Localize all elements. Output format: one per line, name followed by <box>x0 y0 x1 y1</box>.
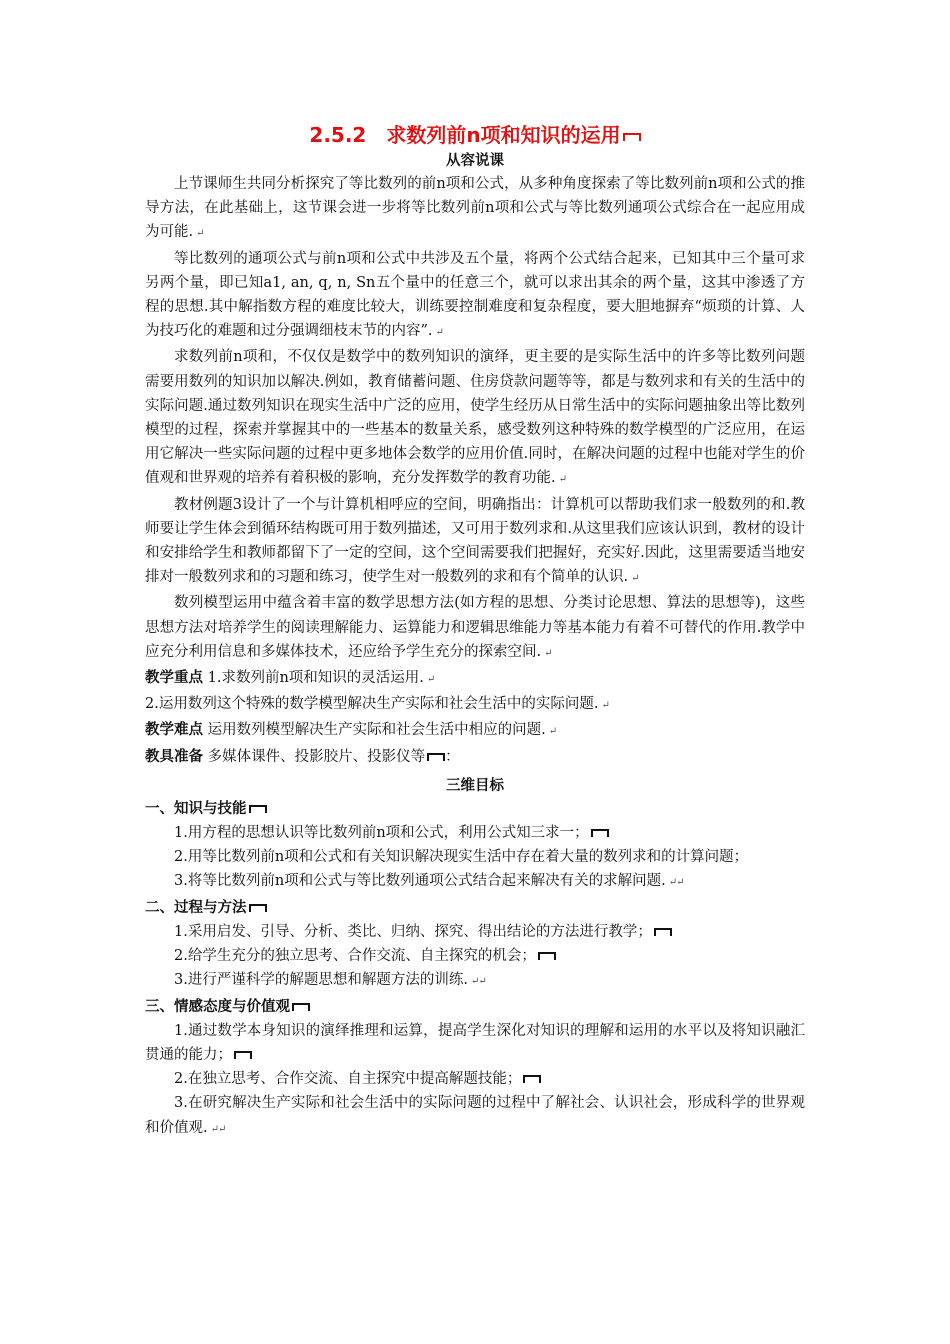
teaching-difficulty <box>145 718 805 744</box>
intro-paragraph-2 <box>145 247 805 346</box>
goal-heading-process-text: 二、过程与方法 <box>145 899 247 916</box>
paragraph-mark-icon <box>523 1075 541 1083</box>
teaching-tools-label: 教具准备 <box>145 748 203 765</box>
teaching-tools-end: ： <box>445 748 460 765</box>
intro-paragraph-3-text: 求数列前n项和，不仅仅是数学中的数列知识的演绎，更主要的是实际生活中的许多等比数列问题需要用数列的知识加以解决.例如，教育储蓄问题、住房贷款问题等等，都是与数列求和有关的生活中的实际问题.通过数列知识在现实生活中广泛的应用，使学生经历从日常生活中的实际问题抽象出等比数列模型的过程，探索并掌握其中的一些基本的数量关系，感受数列这种特殊的数学模型的广泛应用，在运用它解决一些实际问题的过程中更多地体会数学的应用价值.同时，在解决问题的过程中也能对学生的价值观和世界观的培养有着积极的影响，充分发挥数学的教育功能. <box>145 349 805 487</box>
teaching-tools-text: 多媒体课件、投影胶片、投影仪等 <box>207 748 426 765</box>
section-heading-intro: 从容说课 <box>446 153 504 169</box>
paragraph-mark-icon <box>654 928 672 936</box>
intro-paragraph-1 <box>145 172 805 247</box>
return-mark-icon: ↵↵ <box>668 877 684 889</box>
teaching-difficulty-label: 教学难点 <box>145 722 203 739</box>
page-title <box>145 120 805 150</box>
teaching-focus-item-1: 1.求数列前n项和知识的灵活运用. <box>207 670 424 687</box>
teaching-difficulty-text: 运用数列模型解决生产实际和社会生活中相应的问题. <box>207 722 546 739</box>
paragraph-mark-icon <box>591 829 609 837</box>
intro-paragraph-1-text: 上节课师生共同分析探究了等比数列的前n项和公式，从多种角度探索了等比数列前n项和公式的推导方法，在此基础上，这节课会进一步将等比数列前n项和公式与等比数列通项公式综合在一起应用成为可能. <box>145 176 805 241</box>
goal-item-text: 2.用等比数列前n项和公式和有关知识解决现实生活中存在着大量的数列求和的计算问题； <box>174 849 749 866</box>
title-text: 2.5.2 求数列前n项和知识的运用 <box>309 123 621 147</box>
return-mark-icon: ↵↵ <box>470 976 486 988</box>
goal-heading-knowledge-text: 一、知识与技能 <box>145 800 247 817</box>
intro-paragraph-4-text: 教材例题3设计了一个与计算机相呼应的空间，明确指出：计算机可以帮助我们求一般数列的和.教师要让学生体会到循环结构既可用于数列描述，又可用于数列求和.从这里我们应该认识到，教材的设计和安排给学生和教师都留下了一定的空间，这个空间需要我们把握好，充实好.因此，这里需要适当地安排对一般数列求和的习题和练习，使学生对一般数列的求和有个简单的认识. <box>145 496 805 586</box>
return-mark-icon: ↵ <box>544 647 552 659</box>
paragraph-mark-icon <box>249 805 267 813</box>
goal-item <box>145 1019 805 1067</box>
paragraph-mark-icon <box>538 952 556 960</box>
return-mark-icon: ↵ <box>558 474 566 486</box>
return-mark-icon: ↵ <box>196 228 204 240</box>
teaching-focus-item-2: 2.运用数列这个特殊的数学模型解决生产实际和社会生活中的实际问题. <box>145 696 599 713</box>
goal-heading-attitude-text: 三、情感态度与价值观 <box>145 998 290 1015</box>
intro-paragraph-3 <box>145 345 805 492</box>
return-mark-icon: ↵ <box>601 700 609 712</box>
goal-item-text: 1.通过数学本身知识的演绎推理和运算，提高学生深化对知识的理解和运用的水平以及将知识融汇贯通的能力； <box>145 1022 805 1063</box>
paragraph-mark-icon <box>292 1003 310 1011</box>
goal-item <box>145 968 805 994</box>
goal-item-text: 1.采用启发、引导、分析、类比、归纳、探究、得出结论的方法进行教学； <box>174 923 652 940</box>
teaching-focus <box>145 666 805 692</box>
paragraph-mark-icon <box>234 1051 252 1059</box>
goal-item <box>145 1067 805 1091</box>
goal-heading-process <box>145 896 805 920</box>
teaching-focus-2 <box>145 692 805 718</box>
return-mark-icon: ↵ <box>631 573 639 585</box>
goal-item-text: 3.将等比数列前n项和公式与等比数列通项公式结合起来解决有关的求解问题. <box>174 873 666 890</box>
document-page <box>145 120 805 1142</box>
intro-paragraph-5 <box>145 591 805 666</box>
paragraph-mark-icon <box>249 904 267 912</box>
goal-item-text: 2.给学生充分的独立思考、合作交流、自主探究的机会； <box>174 948 536 965</box>
return-mark-icon: ↵ <box>435 327 443 339</box>
return-mark-icon: ↵ <box>548 726 557 738</box>
paragraph-mark-icon <box>623 133 641 141</box>
section-heading-goals: 三维目标 <box>446 777 504 794</box>
goal-item <box>145 1091 805 1141</box>
goal-item <box>145 944 805 968</box>
return-mark-icon: ↵↵ <box>210 1123 226 1135</box>
intro-paragraph-5-text: 数列模型运用中蕴含着丰富的数学思想方法(如方程的思想、分类讨论思想、算法的思想等)，这些思想方法对培养学生的阅读理解能力、运算能力和逻辑思维能力等基本能力有着不可替代的作用.教学中应充分利用信息和多媒体技术，还应给予学生充分的探索空间. <box>145 595 805 660</box>
goal-item <box>145 845 805 869</box>
goal-item <box>145 920 805 944</box>
goal-item <box>145 821 805 845</box>
goal-item-text: 3.在研究解决生产实际和社会生活中的实际问题的过程中了解社会、认识社会，形成科学的世界观和价值观. <box>145 1095 805 1136</box>
goal-heading-knowledge <box>145 797 805 821</box>
goal-item-text: 3.进行严谨科学的解题思想和解题方法的训练. <box>174 972 468 989</box>
goal-item-text: 2.在独立思考、合作交流、自主探究中提高解题技能； <box>174 1071 522 1088</box>
teaching-focus-label: 教学重点 <box>145 670 203 687</box>
intro-paragraph-2-text: 等比数列的通项公式与前n项和公式中共涉及五个量，将两个公式结合起来，已知其中三个量可求另两个量，即已知a1, an, q, n, Sn五个量中的任意三个，就可以求出其余的两个量，这其中渗透了方程的思想.其中解指数方程的难度比较大，训练要控制难度和复杂程度，要大胆地摒弃“烦琐的计算、人为技巧化的难题和过分强调细枝末节的内容”. <box>145 250 805 340</box>
paragraph-mark-icon <box>427 753 445 761</box>
teaching-tools <box>145 745 805 769</box>
return-mark-icon: ↵ <box>426 674 435 686</box>
goal-item <box>145 869 805 895</box>
goal-item-text: 1.用方程的思想认识等比数列前n项和公式，利用公式知三求一； <box>174 825 589 842</box>
intro-paragraph-4 <box>145 493 805 592</box>
goal-heading-attitude <box>145 995 805 1019</box>
